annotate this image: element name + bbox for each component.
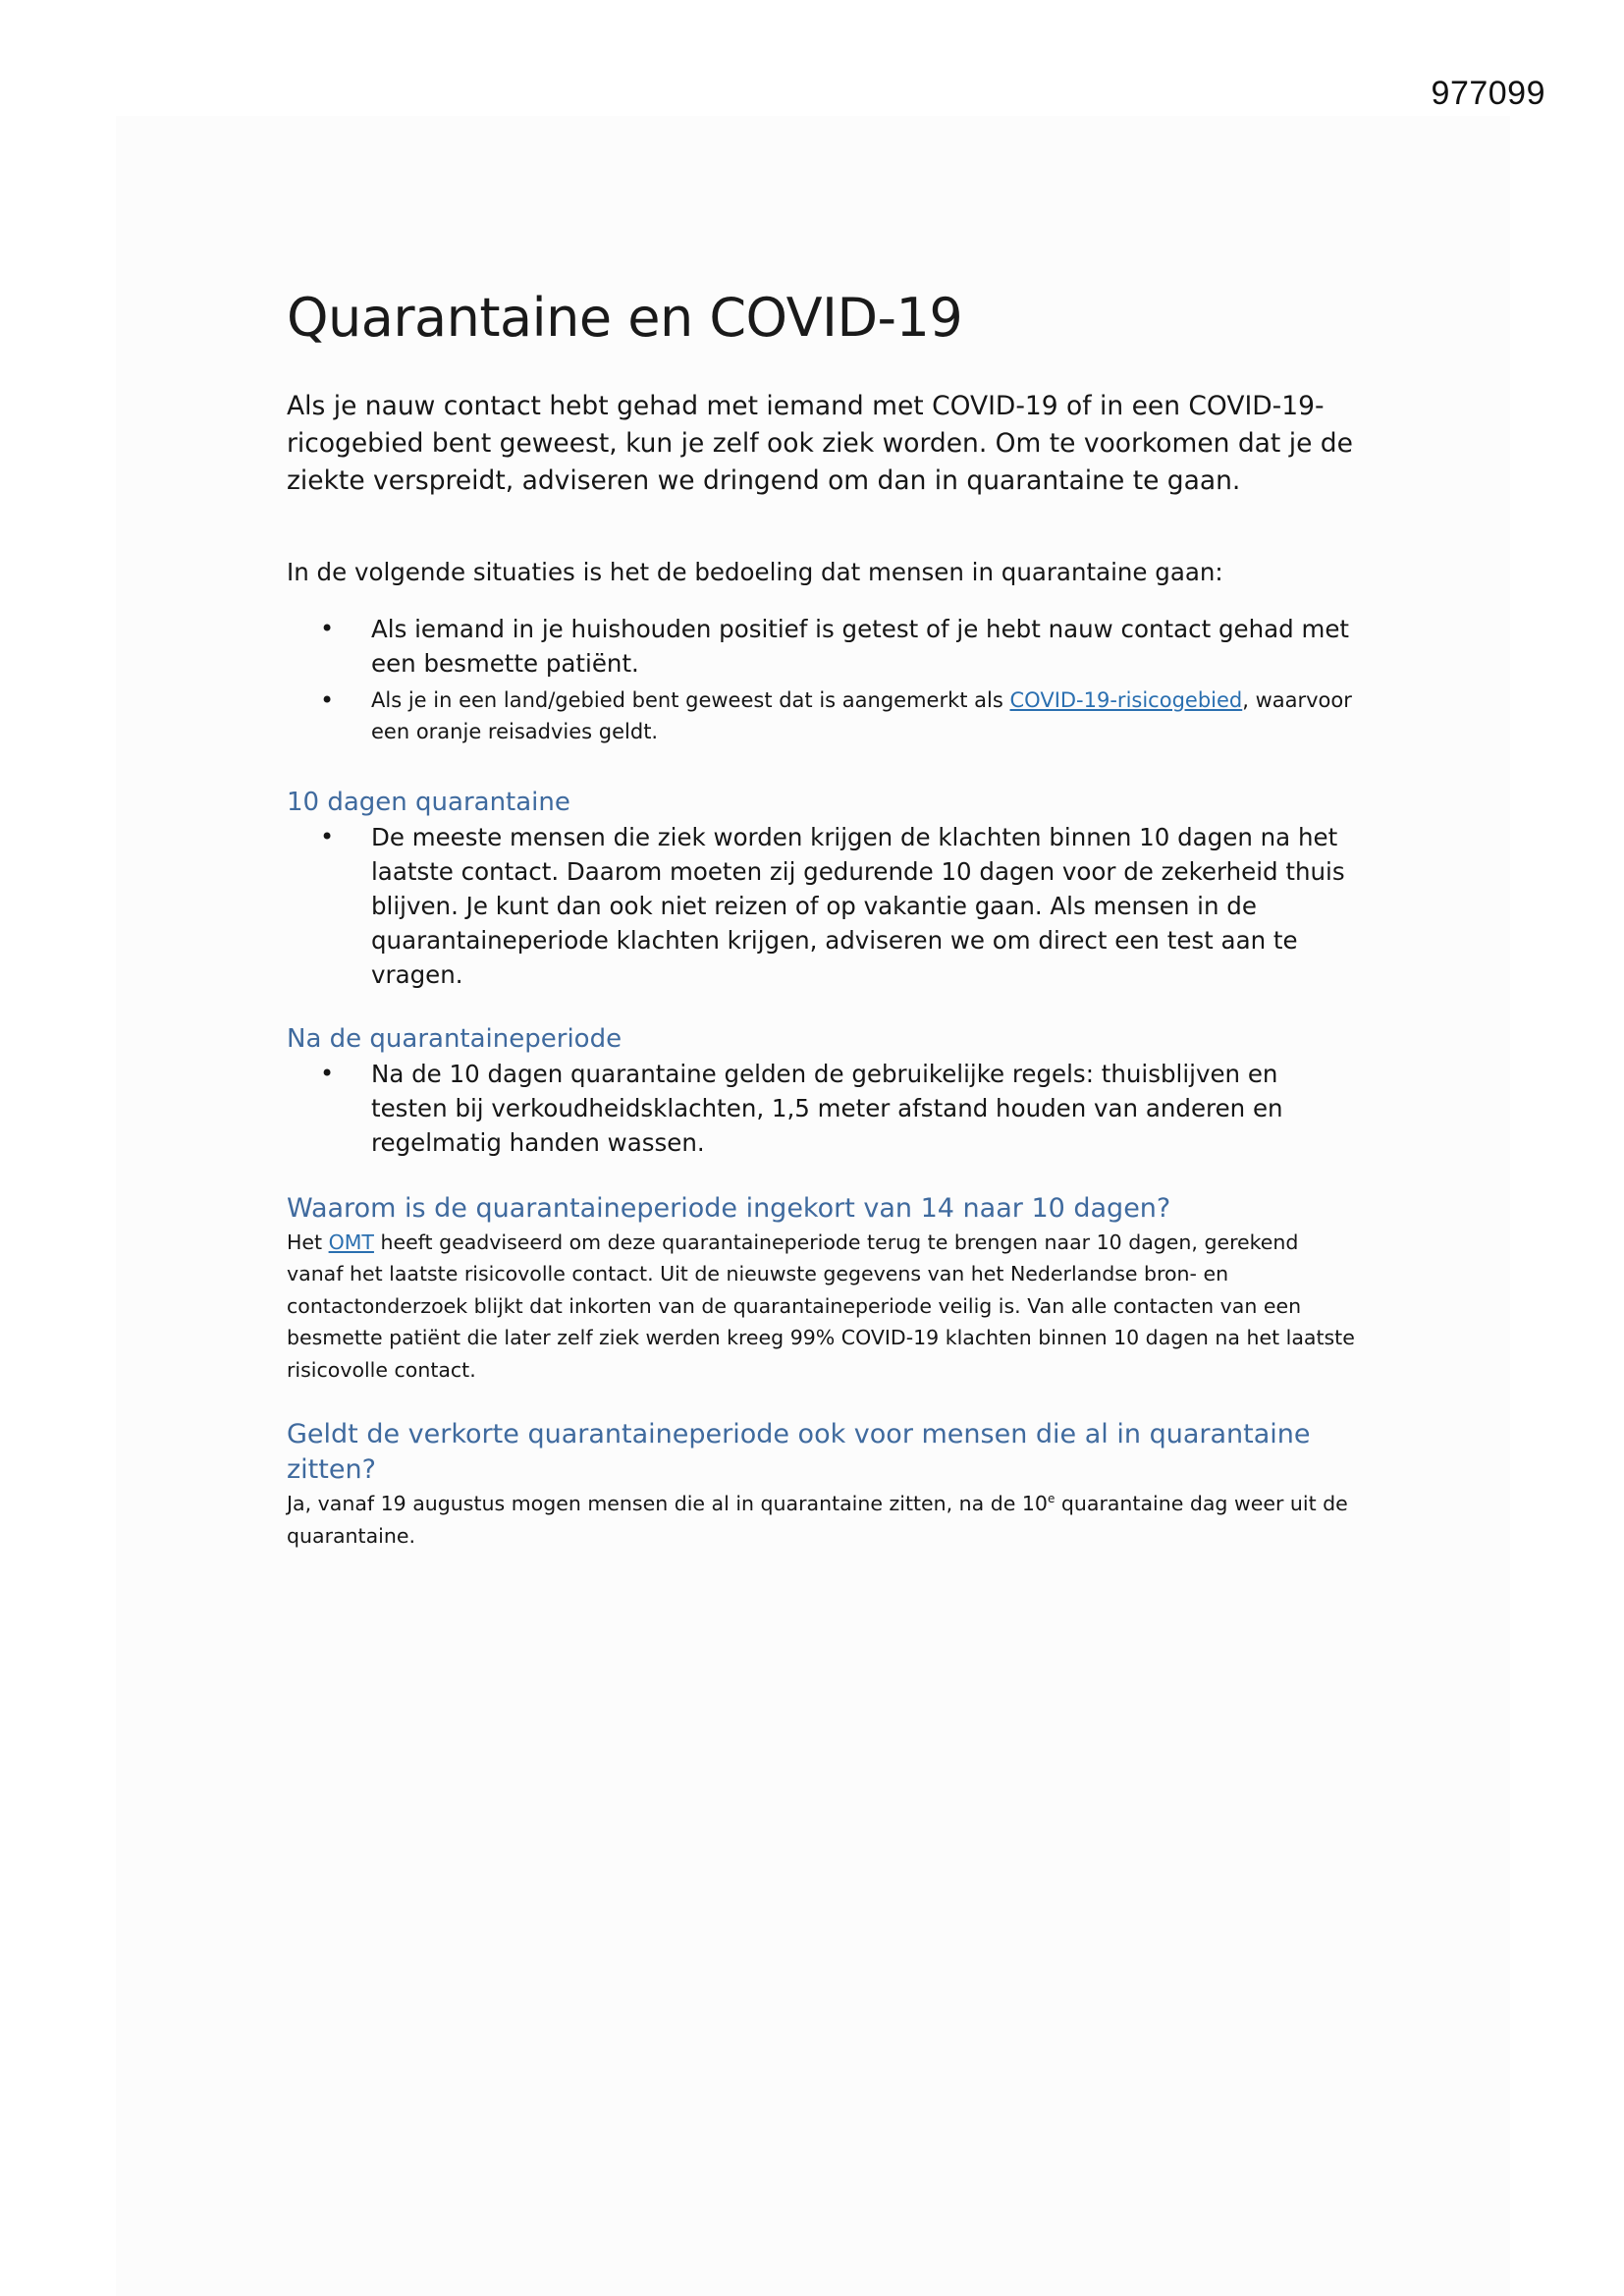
risk-area-link[interactable]: COVID-19-risicogebied xyxy=(1009,687,1243,712)
bullet-icon: • xyxy=(320,685,335,714)
list-item-text: Als je in een land/gebied bent geweest dat is aangemerkt als xyxy=(371,687,1010,712)
section-heading-after: Na de quarantaineperiode xyxy=(287,1023,623,1054)
existing-paragraph xyxy=(287,1488,1357,1552)
lead-paragraph: Als je nauw contact hebt gehad met iemand met COVID-19 of in een COVID-19-ricogebied bent geweest, kun je zelf ook ziek worden. Om te voorkomen dat je de ziekte verspreidt, adviseren we dringend om dan in quarantaine te gaan. xyxy=(287,390,1353,496)
after-list xyxy=(287,1057,1357,1160)
bullet-icon: • xyxy=(320,822,335,850)
situations-list xyxy=(287,612,1357,747)
document-number: 977099 xyxy=(1431,75,1545,112)
document-body xyxy=(287,287,1357,1552)
existing-text-rest: quarantaine dag weer uit de quarantaine. xyxy=(287,1492,1348,1548)
existing-text-start: Ja, vanaf 19 augustus mogen mensen die al in quarantaine zitten, na de 10 xyxy=(287,1492,1048,1516)
list-item-text: Na de 10 dagen quarantaine gelden de gebruikelijke regels: thuisblijven en testen bij verkoudheidsklachten, 1,5 meter afstand houden van anderen en regelmatig handen wassen. xyxy=(371,1059,1283,1157)
why-text-start: Het xyxy=(287,1230,329,1254)
section-heading-why: Waarom is de quarantaineperiode ingekort van 14 naar 10 dagen? xyxy=(287,1192,1171,1224)
list-item-text: De meeste mensen die ziek worden krijgen de klachten binnen 10 dagen na het laatste contact. Daarom moeten zij gedurende 10 dagen voor de zekerheid thuis blijven. Je kunt dan ook niet reizen of op vakantie gaan. Als mensen in de quarantaineperiode klachten krijgen, adviseren we om direct een test aan te vragen. xyxy=(371,822,1345,989)
list-item xyxy=(320,1057,1357,1160)
section-heading-existing: Geldt de verkorte quarantaineperiode ook voor mensen die al in quarantaine zitten? xyxy=(287,1419,1311,1486)
why-paragraph xyxy=(287,1227,1357,1387)
list-item xyxy=(320,684,1357,747)
intro-paragraph: In de volgende situaties is het de bedoeling dat mensen in quarantaine gaan: xyxy=(287,557,1223,586)
bullet-icon: • xyxy=(320,614,335,642)
section-heading-ten-days: 10 dagen quarantaine xyxy=(287,787,570,817)
ordinal-suffix: e xyxy=(1047,1492,1056,1506)
ten-days-list xyxy=(287,820,1357,992)
bullet-icon: • xyxy=(320,1059,335,1087)
why-text-rest: heeft geadviseerd om deze quarantaineperiode terug te brengen naar 10 dagen, gerekend vanaf het laatste risicovolle contact. Uit de nieuwste gegevens van het Nederlandse bron- en contactonderzoek blijkt dat inkorten van de quarantaineperiode veilig is. Van alle contacten van een besmette patiënt die later zelf ziek werden kreeg 99% COVID-19 klachten binnen 10 dagen na het laatste risicovolle contact. xyxy=(287,1230,1355,1382)
list-item xyxy=(320,820,1357,992)
omt-link[interactable]: OMT xyxy=(328,1230,374,1254)
page-title: Quarantaine en COVID-19 xyxy=(287,287,963,349)
list-item xyxy=(320,612,1357,681)
list-item-text: Als iemand in je huishouden positief is getest of je hebt nauw contact gehad met een besmette patiënt. xyxy=(371,614,1350,678)
list-item-text: , waarvoor een oranje reisadvies geldt. xyxy=(371,687,1352,743)
